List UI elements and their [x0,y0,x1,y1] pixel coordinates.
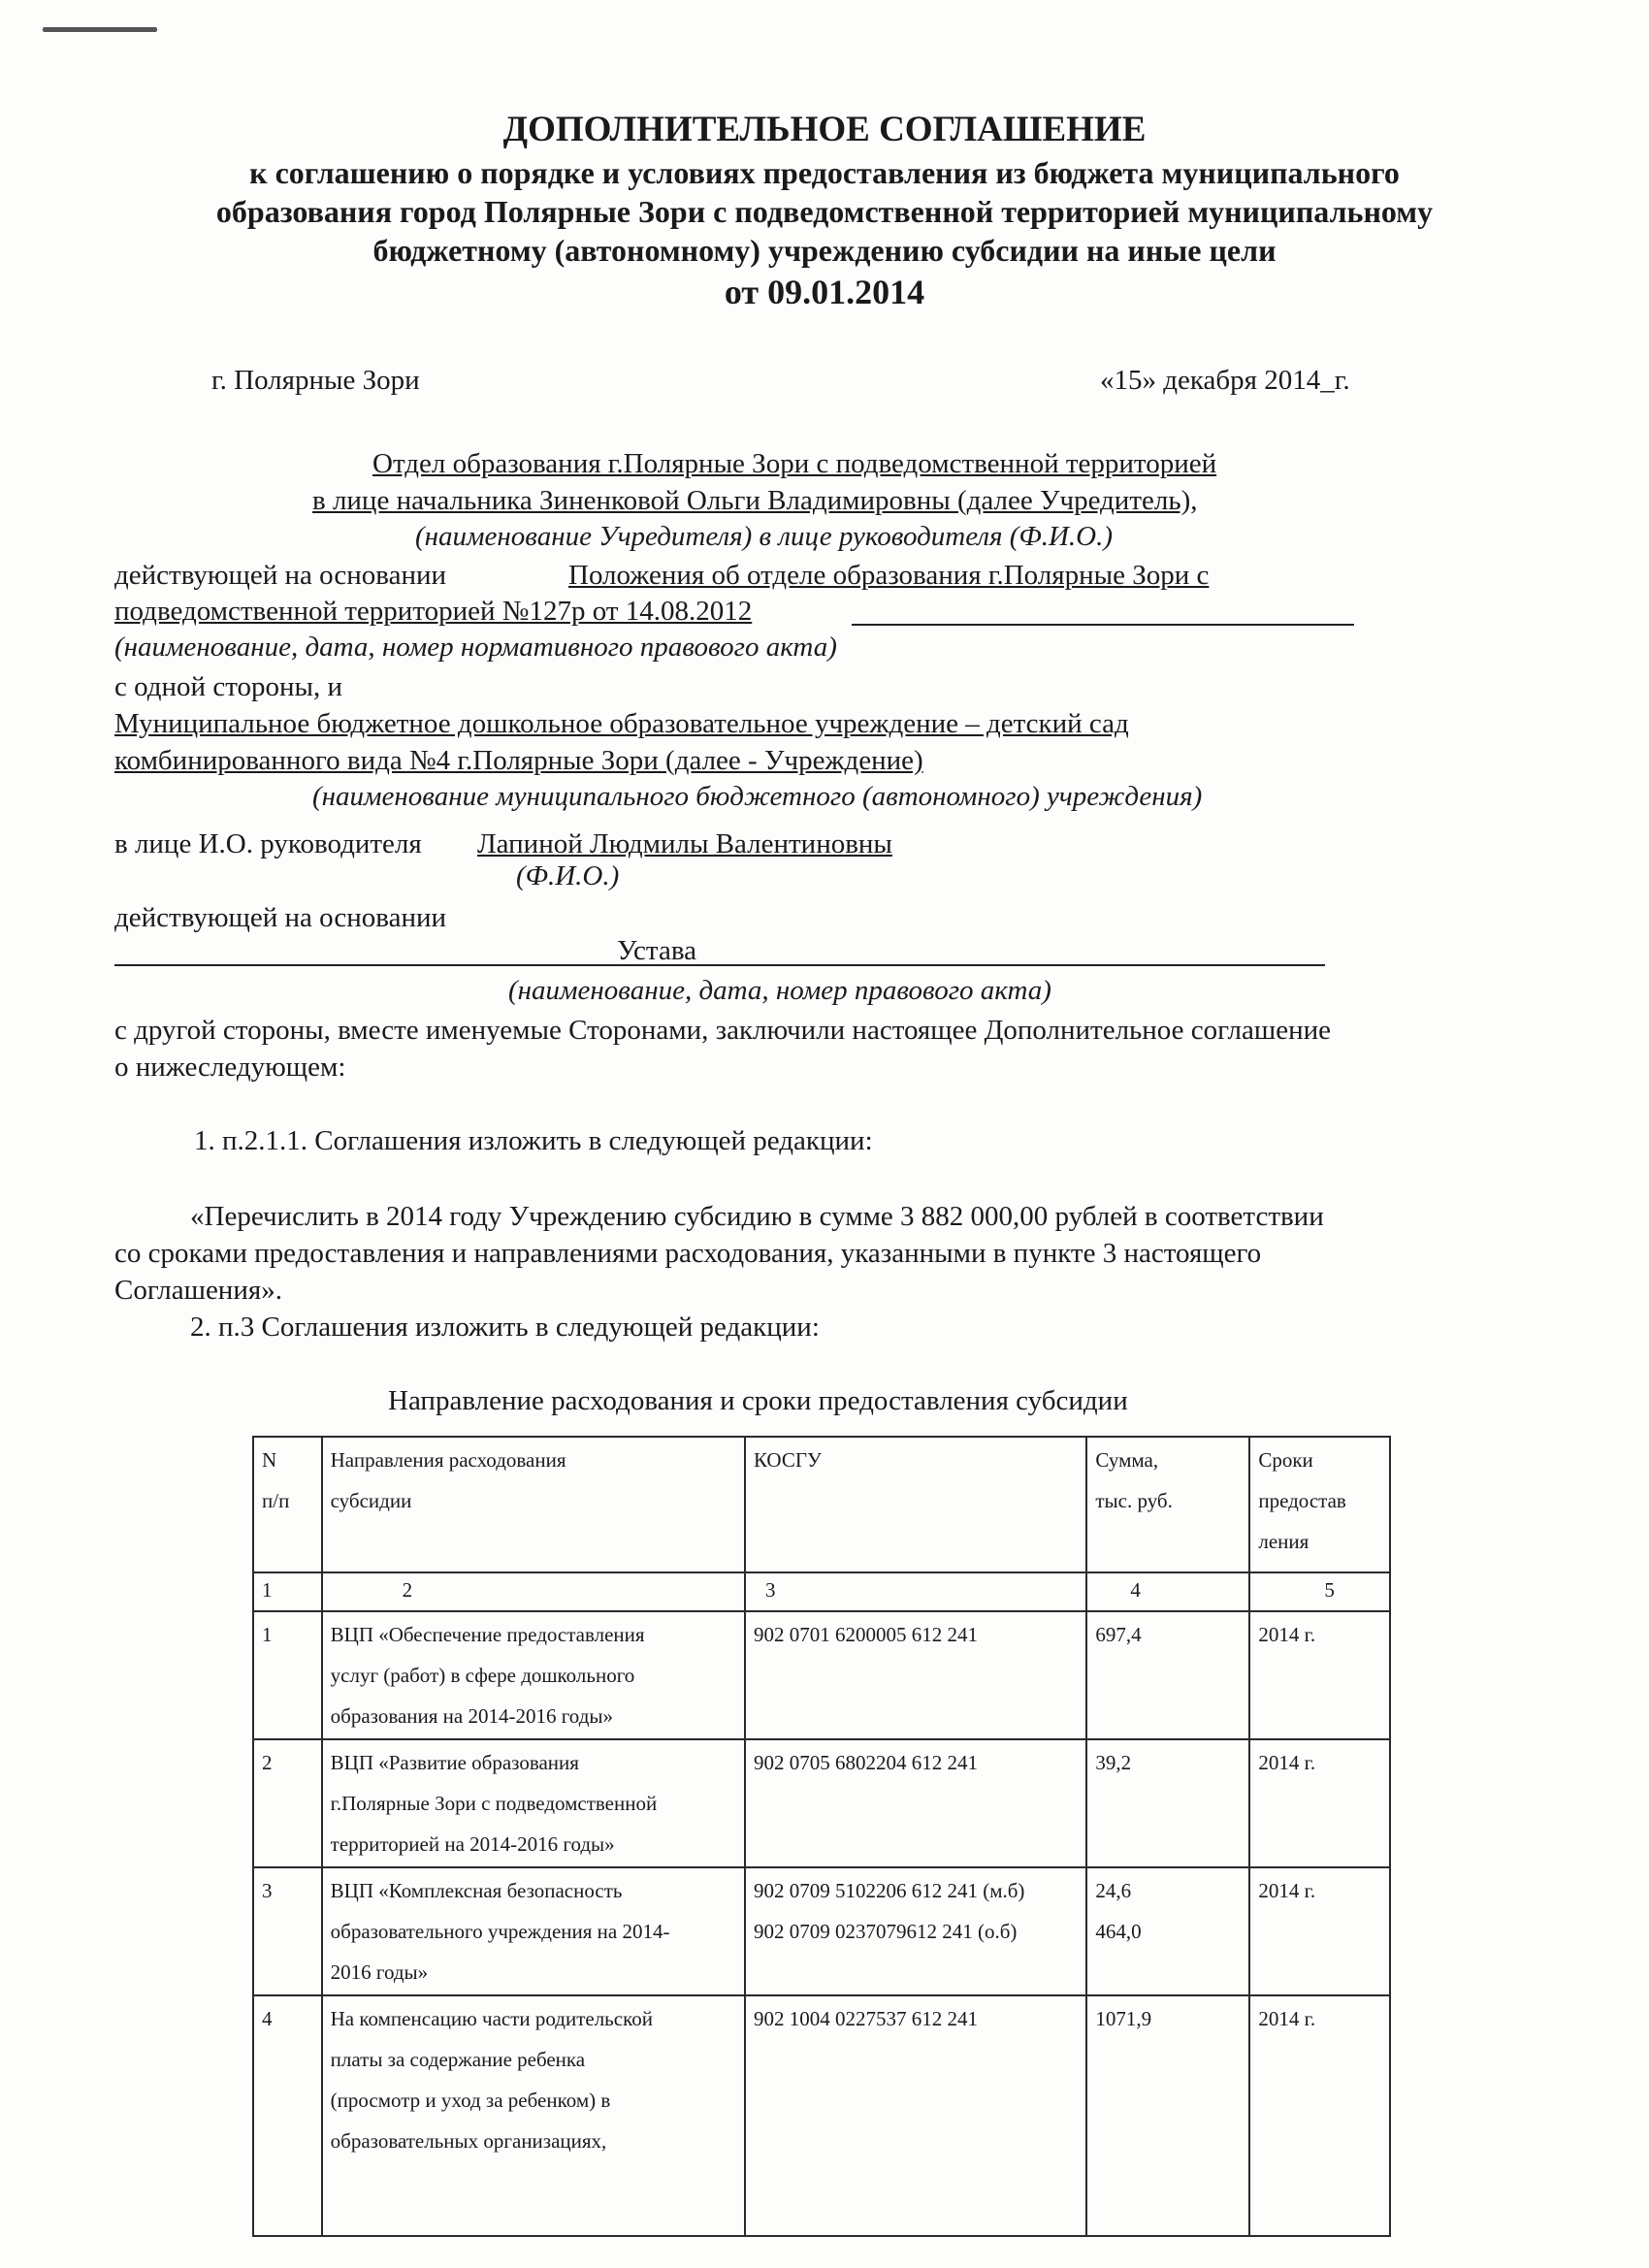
row-direction: На компенсацию части родительской платы за содержание ребенка (просмотр и уход за ребенком) в образовательных организациях, [322,1995,745,2236]
row-direction: ВЦП «Обеспечение предоставления услуг (работ) в сфере дошкольного образования на 2014-2016 годы» [322,1611,745,1739]
row-kosgu: 902 0705 6802204 612 241 [745,1739,1086,1867]
row-direction: ВЦП «Развитие образования г.Полярные Зори с подведомственной территорией на 2014-2016 годы» [322,1739,745,1867]
row-number: 4 [253,1995,322,2236]
institution-name-line-2: комбинированного вида №4 г.Полярные Зори (далее - Учреждение) [114,745,923,776]
row-amount: 24,6 464,0 [1086,1867,1249,1995]
row-direction: ВЦП «Комплексная безопасность образовательного учреждения на 2014- 2016 годы» [322,1867,745,1995]
row-kosgu: 902 1004 0227537 612 241 [745,1995,1086,2236]
column-header-number: N п/п [253,1437,322,1572]
founder-side: с одной стороны, и [114,671,343,702]
table-title: Направление расходования и сроки предоставления субсидии [388,1385,1128,1416]
institution-basis-label: действующей на основании [114,902,447,933]
document-subtitle-line-3: бюджетному (автономному) учреждению субсидии на иные цели [372,233,1277,268]
institution-head-prefix: в лице И.О. руководителя [114,828,422,859]
column-header-direction: Направления расходования субсидии [322,1437,745,1572]
row-term: 2014 г. [1249,1611,1390,1739]
founder-basis-caption: (наименование, дата, номер нормативного правового акта) [114,632,837,663]
founder-name-line: Отдел образования г.Полярные Зори с подведомственной территорией [372,448,1217,479]
quote-line-3: Соглашения». [114,1275,282,1306]
quote-line-1: «Перечислить в 2014 году Учреждению субсидию в сумме 3 882 000,00 рублей в соответствии [190,1201,1324,1232]
row-kosgu: 902 0709 5102206 612 241 (м.б) 902 0709 0237079612 241 (о.б) [745,1867,1086,1995]
row-term: 2014 г. [1249,1739,1390,1867]
fill-underline [852,624,1354,626]
signing-date: «15» декабря 2014_г. [1100,365,1350,396]
column-number: 1 [253,1572,322,1611]
quote-line-2: со сроками предоставления и направлениями расходования, указанными в пункте 3 настоящего [114,1238,1262,1269]
table-header-row [253,1437,1390,1572]
row-amount: 697,4 [1086,1611,1249,1739]
row-amount: 39,2 [1086,1739,1249,1867]
row-number: 1 [253,1611,322,1739]
parties-line-2: о нижеследующем: [114,1052,346,1083]
column-number: 3 [745,1572,1086,1611]
row-term: 2014 г. [1249,1995,1390,2236]
founder-basis-line-1: Положения об отделе образования г.Полярные Зори с [568,560,1210,591]
column-number-row [253,1572,1390,1611]
institution-basis-caption: (наименование, дата, номер правового акта) [508,975,1051,1006]
scan-artifact-mark [43,27,157,32]
row-number: 3 [253,1867,322,1995]
agreement-date: от 09.01.2014 [724,273,925,311]
founder-head-line: в лице начальника Зиненковой Ольги Владимировны (далее Учредитель), [312,485,1198,516]
document-subtitle-line-1: к соглашению о порядке и условиях предоставления из бюджета муниципального [249,155,1400,190]
document-title-block [0,107,1649,314]
institution-caption: (наименование муниципального бюджетного (автономного) учреждения) [312,781,1203,812]
parties-line-1: с другой стороны, вместе именуемые Сторонами, заключили настоящее Дополнительное соглашение [114,1015,1332,1046]
document-subtitle-line-2: образования город Полярные Зори с подведомственной территорией муниципальному [215,194,1434,229]
institution-head-caption: (Ф.И.О.) [516,860,620,891]
institution-name-line-1: Муниципальное бюджетное дошкольное образовательное учреждение – детский сад [114,708,1129,739]
column-header-amount: Сумма, тыс. руб. [1086,1437,1249,1572]
table-row [253,1995,1390,2236]
founder-basis-prefix: действующей на основании [114,560,447,591]
table-row [253,1739,1390,1867]
row-kosgu: 902 0701 6200005 612 241 [745,1611,1086,1739]
row-number: 2 [253,1739,322,1867]
table-row [253,1611,1390,1739]
city-name: г. Полярные Зори [211,365,420,396]
clause-2: 2. п.3 Соглашения изложить в следующей редакции: [190,1312,820,1343]
clause-1: 1. п.2.1.1. Соглашения изложить в следующей редакции: [194,1125,873,1156]
row-amount: 1071,9 [1086,1995,1249,2236]
basis-underline [114,964,1325,966]
row-term: 2014 г. [1249,1867,1390,1995]
document-title: ДОПОЛНИТЕЛЬНОЕ СОГЛАШЕНИЕ [502,110,1147,149]
column-number: 4 [1086,1572,1249,1611]
institution-basis-doc: Устава [617,935,697,966]
founder-caption: (наименование Учредителя) в лице руководителя (Ф.И.О.) [415,521,1114,552]
table-row [253,1867,1390,1995]
column-header-term: Сроки предостав ления [1249,1437,1390,1572]
institution-head-name: Лапиной Людмилы Валентиновны [477,828,892,859]
column-number: 5 [1249,1572,1390,1611]
column-number: 2 [322,1572,745,1611]
subsidy-table [252,1436,1391,2237]
founder-basis-line-2: подведомственной территорией №127р от 14.08.2012 [114,596,753,627]
column-header-kosgu: КОСГУ [745,1437,1086,1572]
